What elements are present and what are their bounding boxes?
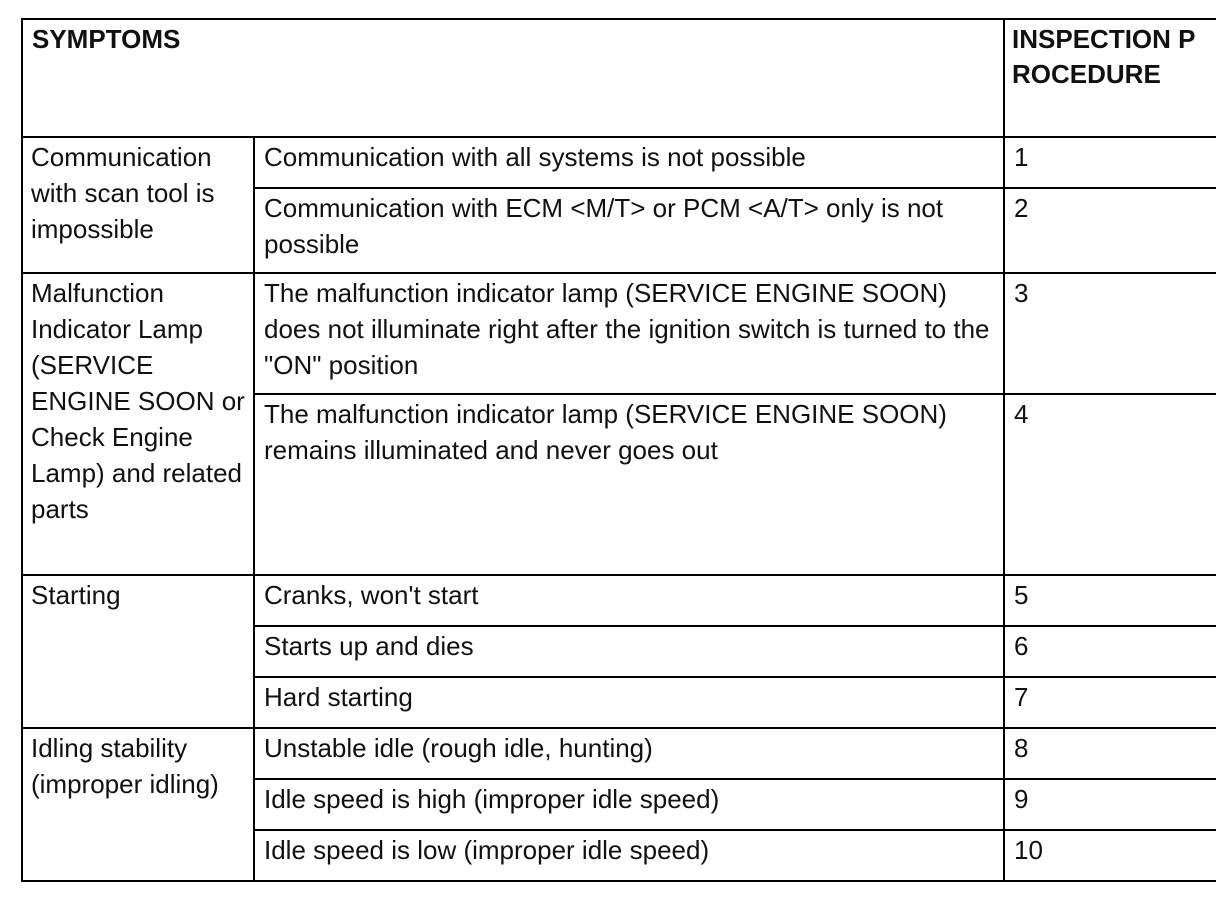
procedure-number: 10 — [1004, 830, 1216, 881]
table-row — [22, 728, 1216, 779]
header-row — [22, 19, 1216, 137]
procedure-number: 7 — [1004, 677, 1216, 728]
procedure-number: 2 — [1004, 188, 1216, 273]
symptom-description: The malfunction indicator lamp (SERVICE ENGINE SOON) does not illuminate right after the ignition switch is turned to the "ON" position — [254, 273, 1004, 394]
procedure-number: 1 — [1004, 137, 1216, 188]
symptom-description: Hard starting — [254, 677, 1004, 728]
symptom-group-communication: Communication with scan tool is impossible — [22, 137, 254, 273]
symptom-description: Starts up and dies — [254, 626, 1004, 677]
procedure-number: 3 — [1004, 273, 1216, 394]
procedure-number: 4 — [1004, 394, 1216, 575]
symptom-description: Cranks, won't start — [254, 575, 1004, 626]
procedure-number: 5 — [1004, 575, 1216, 626]
symptom-description: Communication with ECM <M/T> or PCM <A/T> only is not possible — [254, 188, 1004, 273]
symptom-description: The malfunction indicator lamp (SERVICE ENGINE SOON) remains illuminated and never goes out — [254, 394, 1004, 575]
procedure-number: 9 — [1004, 779, 1216, 830]
procedure-number: 8 — [1004, 728, 1216, 779]
symptom-group-idling: Idling stability (improper idling) — [22, 728, 254, 881]
symptom-description: Communication with all systems is not possible — [254, 137, 1004, 188]
symptom-table — [21, 18, 1216, 882]
symptom-description: Idle speed is low (improper idle speed) — [254, 830, 1004, 881]
symptom-description: Unstable idle (rough idle, hunting) — [254, 728, 1004, 779]
symptom-description: Idle speed is high (improper idle speed) — [254, 779, 1004, 830]
procedure-number: 6 — [1004, 626, 1216, 677]
table-row — [22, 137, 1216, 188]
symptom-group-malfunction-lamp: Malfunction Indicator Lamp (SERVICE ENGINE SOON or Check Engine Lamp) and related parts — [22, 273, 254, 575]
table-row — [22, 575, 1216, 626]
symptoms-header: SYMPTOMS — [22, 19, 1004, 137]
inspection-procedure-header: INSPECTION PROCEDURE — [1004, 19, 1216, 137]
table-row — [22, 273, 1216, 394]
symptom-group-starting: Starting — [22, 575, 254, 728]
